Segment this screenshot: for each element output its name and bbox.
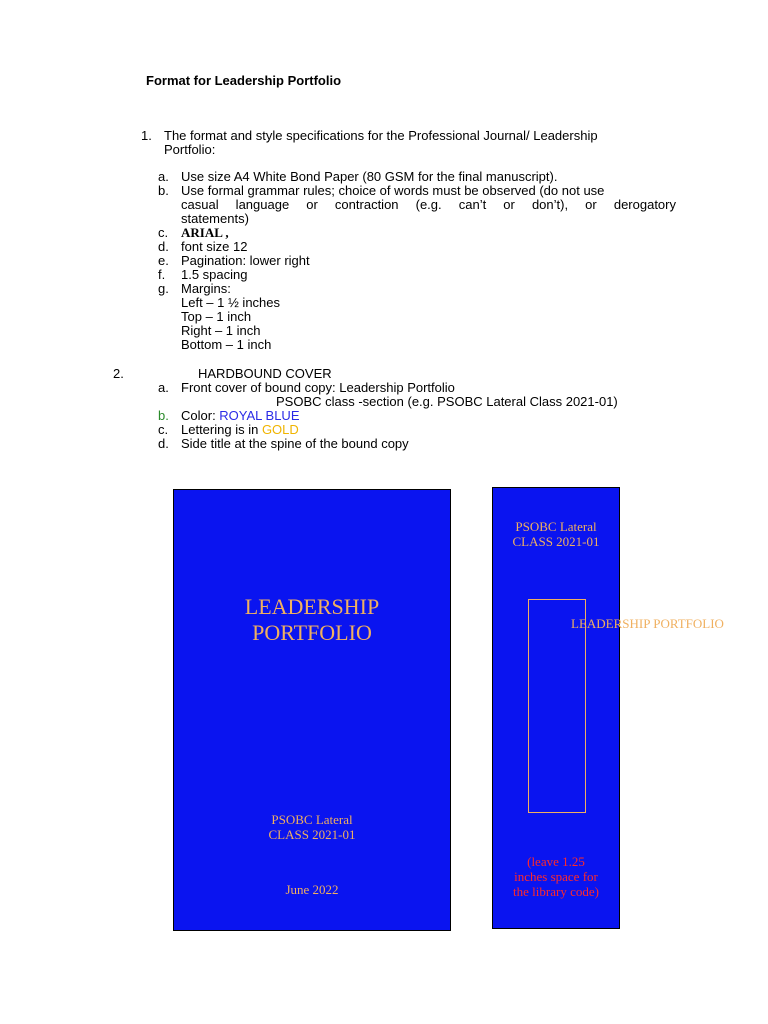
item-2c-letter: c. — [158, 422, 169, 437]
royal-blue-label: ROYAL BLUE — [219, 408, 300, 423]
item-2a-text2: PSOBC class -section (e.g. PSOBC Lateral Class 2021-01) — [276, 394, 618, 409]
front-cover-title-line2: PORTFOLIO — [252, 620, 372, 645]
item-1a-text: Use size A4 White Bond Paper (80 GSM for the final manuscript). — [181, 169, 558, 184]
spine-note-line2: inches space for — [514, 869, 598, 884]
item-2a-text: Front cover of bound copy: Leadership Portfolio — [181, 380, 455, 395]
item-2b-label: Color: — [181, 408, 220, 423]
front-cover-class-line1: PSOBC Lateral — [271, 812, 353, 827]
item-1d-letter: d. — [158, 239, 169, 254]
margin-right: Right – 1 inch — [181, 323, 261, 338]
spine-note-line1: (leave 1.25 — [527, 854, 585, 869]
gold-label: GOLD — [261, 422, 299, 437]
item-1c-letter: c. — [158, 225, 169, 240]
item-1g-text: Margins: — [181, 281, 231, 296]
item-2d-letter: d. — [158, 436, 169, 451]
spine-class-line1: PSOBC Lateral — [515, 519, 597, 534]
item-1a-letter: a. — [158, 169, 169, 184]
item-1b-line2-text: casual language or contraction (e.g. can’t or don’t), or derogatory — [181, 197, 676, 212]
front-cover-date: June 2022 — [285, 882, 339, 897]
item-1b-letter: b. — [158, 183, 169, 198]
item-1b-line3: statements) — [181, 211, 249, 226]
item-1-line2: Portfolio: — [164, 142, 216, 157]
item-2c-text — [181, 423, 299, 437]
item-1f-letter: f. — [158, 267, 166, 282]
page-title: Format for Leadership Portfolio — [146, 73, 342, 88]
item-1c-text: ARIAL , — [181, 225, 229, 240]
front-cover-class — [174, 812, 450, 842]
front-cover-title — [174, 594, 450, 646]
spine-library-note — [493, 854, 619, 899]
spine-class — [493, 519, 619, 549]
spine-side-title: LEADERSHIP PORTFOLIO — [571, 616, 724, 631]
item-2c-label: Lettering is in — [181, 422, 262, 437]
item-2d-text: Side title at the spine of the bound copy — [181, 436, 409, 451]
item-2-number: 2. — [113, 366, 124, 381]
item-1b-line1: Use formal grammar rules; choice of words must be observed (do not use — [181, 183, 605, 198]
margin-bottom: Bottom – 1 inch — [181, 337, 272, 352]
spine-note-line3: the library code) — [513, 884, 599, 899]
front-cover-class-line2: CLASS 2021-01 — [268, 827, 356, 842]
item-1d-text: font size 12 — [181, 239, 248, 254]
item-2a-letter: a. — [158, 380, 169, 395]
item-2b-text — [181, 409, 300, 423]
front-cover-title-line1: LEADERSHIP — [244, 594, 380, 619]
front-cover — [173, 489, 451, 931]
item-2-heading: HARDBOUND COVER — [198, 366, 332, 381]
item-1b-line2 — [181, 198, 676, 212]
item-1e-letter: e. — [158, 253, 169, 268]
item-1g-letter: g. — [158, 281, 169, 296]
item-1e-text: Pagination: lower right — [181, 253, 310, 268]
item-1f-text: 1.5 spacing — [181, 267, 248, 282]
spine-cover — [492, 487, 620, 929]
item-1-line1: The format and style specifications for the Professional Journal/ Leadership — [164, 128, 598, 143]
margin-top: Top – 1 inch — [181, 309, 252, 324]
item-1-number: 1. — [141, 128, 152, 143]
item-2b-letter: b. — [158, 408, 169, 423]
margin-left: Left – 1 ½ inches — [181, 295, 281, 310]
spine-class-line2: CLASS 2021-01 — [512, 534, 600, 549]
